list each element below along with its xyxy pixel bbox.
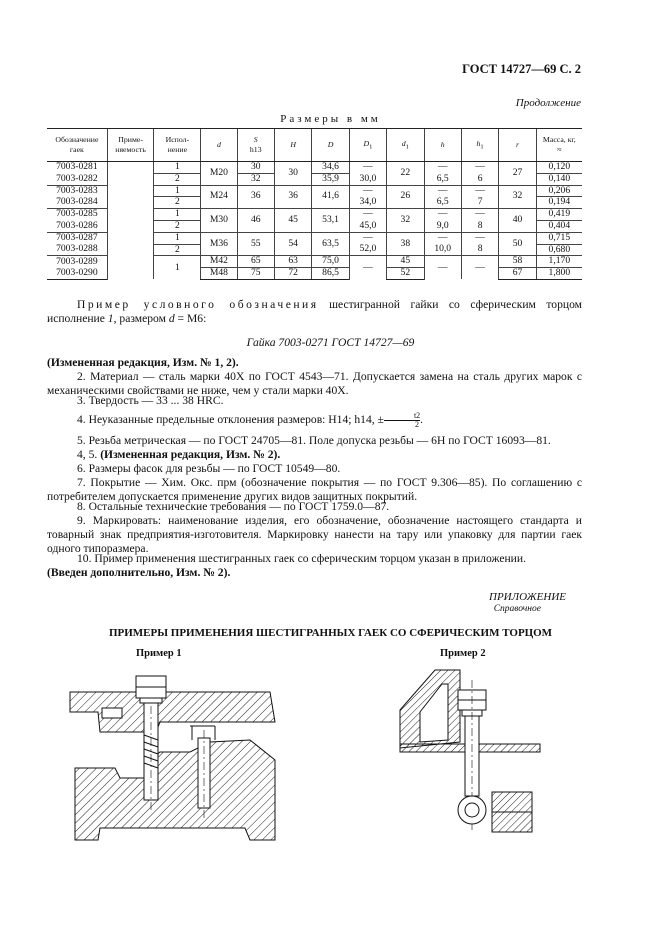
cell-h1: —: [461, 162, 498, 174]
cell-h1: —: [461, 209, 498, 221]
cell-D1: 45,0: [349, 220, 386, 232]
cell-h1: 8: [461, 244, 498, 256]
cell-r: 27: [499, 162, 536, 186]
example-1-drawing: [60, 660, 290, 845]
col-h-header: H: [274, 129, 311, 162]
cell-code: 7003-0285: [56, 208, 98, 220]
cell-code: 7003-0282: [47, 173, 107, 185]
cell-d1: 26: [387, 185, 424, 209]
revision-note-1: (Измененная редакция, Изм. № 1, 2).: [47, 356, 239, 369]
page-header: ГОСТ 14727—69 С. 2: [462, 62, 581, 76]
cell-d1: 52: [387, 268, 424, 280]
cell-D1: —: [349, 185, 386, 197]
cell-d: M36: [201, 232, 237, 256]
cell-r: 50: [499, 232, 536, 256]
cell-D: 41,6: [312, 185, 349, 209]
cell-exec: 1: [154, 232, 201, 244]
col-d1-header: $d_1$: [387, 129, 424, 162]
cell-h1: 8: [461, 220, 498, 232]
cell-s: 75: [237, 268, 274, 280]
col-s-header: S h13: [237, 129, 274, 162]
cell-code: 7003-0281: [56, 161, 98, 173]
cell-d: M48: [201, 268, 237, 280]
cell-h: 45: [274, 209, 311, 233]
table-caption: Размеры в мм: [280, 113, 381, 125]
cell-exec: 2: [154, 197, 201, 209]
col-D-header: D: [312, 129, 349, 162]
cell-hh: —: [424, 162, 461, 174]
cell-D: 35,9: [312, 173, 349, 185]
cell-exec: 1: [154, 256, 201, 280]
cell-D: 34,6: [312, 162, 349, 174]
col-exec-header: Испол- нение: [154, 129, 201, 162]
cell-mass: 1,800: [536, 268, 582, 280]
cell-D: 86,5: [312, 268, 349, 280]
cell-D1: 34,0: [349, 197, 386, 209]
appendix-title: ПРИМЕРЫ ПРИМЕНЕНИЯ ШЕСТИГРАННЫХ ГАЕК СО СФЕРИЧЕСКИМ ТОРЦОМ: [108, 627, 553, 639]
cell-s: 65: [237, 256, 274, 268]
cell-mass: 0,206: [536, 185, 582, 197]
cell-d: M42: [201, 256, 237, 268]
cell-hh: 10,0: [424, 244, 461, 256]
cell-h1: —: [461, 256, 498, 280]
cell-hh: 6,5: [424, 197, 461, 209]
cell-D: 75,0: [312, 256, 349, 268]
cell-h: 63: [274, 256, 311, 268]
cell-exec: 2: [154, 220, 201, 232]
continuation-label: Продолжение: [515, 97, 581, 109]
cell-d: M20: [201, 162, 237, 186]
cell-h: 72: [274, 268, 311, 280]
cell-mass: 0,680: [536, 244, 582, 256]
cell-s: 36: [237, 185, 274, 209]
cell-code: 7003-0290: [47, 268, 107, 280]
col-D1-header: $D_1$: [349, 129, 386, 162]
cell-r: 40: [499, 209, 536, 233]
cell-s: 32: [237, 173, 274, 185]
cell-code: 7003-0283: [56, 184, 98, 196]
clause-7: 7. Покрытие — Хим. Окс. прм (обозначение покрытия — по ГОСТ 9.306—85). По соглашению с потребителем допускается применение других видов защитных покрытий.: [47, 476, 582, 504]
cell-r: 58: [499, 256, 536, 268]
cell-D1: —: [349, 232, 386, 244]
clause-3: 3. Твердость — 33 ... 38 HRC.: [77, 394, 224, 407]
cell-code: 7003-0288: [47, 244, 107, 256]
cell-d: M24: [201, 185, 237, 209]
cell-hh: 6,5: [424, 173, 461, 185]
cell-h: 54: [274, 232, 311, 256]
col-h1-header: $h_1$: [461, 129, 498, 162]
cell-exec: 2: [154, 244, 201, 256]
cell-usage: [107, 162, 154, 280]
designation-example: Гайка 7003-0271 ГОСТ 14727—69: [246, 336, 415, 349]
cell-D1: 52,0: [349, 244, 386, 256]
cell-h: 30: [274, 162, 311, 186]
appendix-label: ПРИЛОЖЕНИЕ: [489, 591, 566, 603]
cell-exec: 1: [154, 209, 201, 221]
cell-D: 53,1: [312, 209, 349, 233]
cell-mass: 1,170: [536, 256, 582, 268]
cell-hh: —: [424, 232, 461, 244]
appendix-sub: Справочное: [493, 604, 541, 614]
col-code-header: Обозначение гаек: [47, 129, 107, 162]
cell-s: 30: [237, 162, 274, 174]
example-2-label: Пример 2: [440, 648, 486, 659]
cell-exec: 2: [154, 173, 201, 185]
cell-D1: —: [349, 162, 386, 174]
cell-exec: 1: [154, 162, 201, 174]
cell-r: 67: [499, 268, 536, 280]
cell-code: 7003-0286: [47, 220, 107, 232]
col-r-header: r: [499, 129, 536, 162]
cell-hh: 9,0: [424, 220, 461, 232]
clause-6: 6. Размеры фасок для резьбы — по ГОСТ 10549—80.: [77, 462, 341, 475]
dimensions-table: [47, 128, 582, 280]
cell-h1: 7: [461, 197, 498, 209]
cell-mass: 0,715: [536, 232, 582, 244]
clause-5: 5. Резьба метрическая — по ГОСТ 24705—81. Поле допуска резьбы — 6Н по ГОСТ 16093—81.: [77, 434, 551, 447]
cell-D1: —: [349, 256, 386, 280]
cell-d1: 38: [387, 232, 424, 256]
example-paragraph: Пример условного обозначения шестигранной гайки со сферическим торцом исполнение 1, размером d = М6:: [47, 298, 582, 326]
cell-r: 32: [499, 185, 536, 209]
cell-mass: 0,140: [536, 173, 582, 185]
cell-D: 63,5: [312, 232, 349, 256]
clause-10: 10. Пример применения шестигранных гаек со сферическим торцом указан в приложении.: [77, 552, 526, 565]
cell-hh: —: [424, 209, 461, 221]
cell-mass: 0,194: [536, 197, 582, 209]
table-row: [47, 162, 582, 174]
col-d-header: d: [201, 129, 237, 162]
cell-D1: —: [349, 209, 386, 221]
cell-mass: 0,120: [536, 162, 582, 174]
cell-s: 55: [237, 232, 274, 256]
clause-4: 4. Неуказанные предельные отклонения размеров: Н14; h14, ± $\frac{t2}{2}$ .: [77, 411, 424, 429]
cell-h: 36: [274, 185, 311, 209]
cell-d1: 45: [387, 256, 424, 268]
cell-h1: —: [461, 232, 498, 244]
cell-mass: 0,404: [536, 220, 582, 232]
cell-h1: 6: [461, 173, 498, 185]
fraction: $\frac{t2}{2}$: [384, 412, 420, 429]
example-1-label: Пример 1: [136, 648, 182, 659]
col-hh-header: h: [424, 129, 461, 162]
clause-9: 9. Маркировать: наименование изделия, его обозначение, обозначение настоящего стандарта и товарный знак предприятия-изготовителя. Маркировку нанести на тару или упаковку для партии гаек одного типоразмера.: [47, 514, 582, 556]
cell-h1: —: [461, 185, 498, 197]
clause-2: 2. Материал — сталь марки 40Х по ГОСТ 4543—71. Допускается замена на сталь других марок с механическими свойствами не ниже, чем у стали марки 40Х.: [47, 370, 582, 398]
cell-code: 7003-0287: [56, 232, 98, 244]
cell-hh: —: [424, 256, 461, 280]
cell-code: 7003-0289: [56, 255, 98, 267]
revision-note-10: (Введен дополнительно, Изм. № 2).: [47, 566, 231, 579]
cell-d: M30: [201, 209, 237, 233]
cell-d1: 32: [387, 209, 424, 233]
col-mass-header: Масса, кг, ≈: [536, 129, 582, 162]
cell-hh: —: [424, 185, 461, 197]
cell-D1: 30,0: [349, 173, 386, 185]
cell-mass: 0,419: [536, 209, 582, 221]
col-usage-header: Приме- няемость: [107, 129, 154, 162]
cell-exec: 1: [154, 185, 201, 197]
example-2-drawing: [380, 660, 550, 845]
clause-8: 8. Остальные технические требования — по ГОСТ 1759.0—87.: [77, 500, 390, 513]
cell-d1: 22: [387, 162, 424, 186]
revision-note-45: 4, 5. (Измененная редакция, Изм. № 2).: [77, 448, 281, 461]
cell-s: 46: [237, 209, 274, 233]
cell-code: 7003-0284: [47, 197, 107, 209]
